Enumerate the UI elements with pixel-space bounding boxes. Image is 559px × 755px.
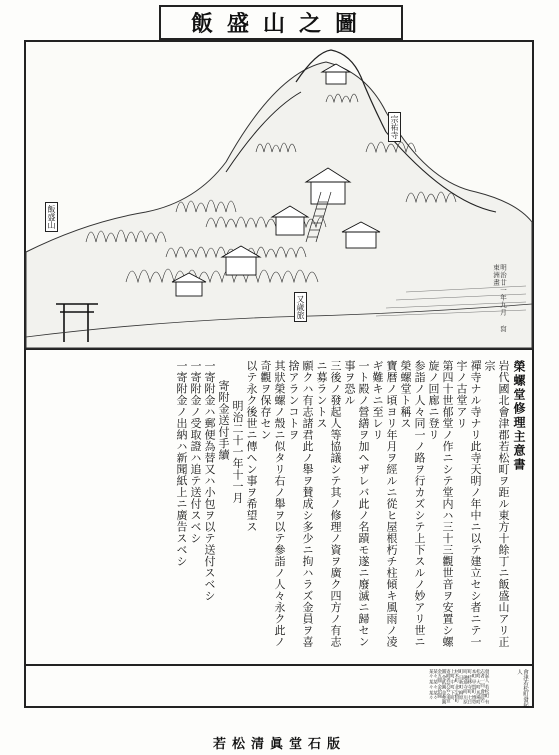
body-line: 一寄附金ノ受取證ハ追テ送付スベシ — [189, 360, 202, 544]
page-title: 飯盛山之圖 — [159, 5, 403, 40]
body-line: 参詣ノ人々同一ノ路ヲ行カズシテ上下スルノ妙アリ世ニ榮螺堂ト稱ス — [399, 360, 426, 648]
sign-iimoriyama: 飯盛山 — [45, 202, 58, 232]
body-line: 以テ永ク後世ニ傳ヘン事ヲ希望ス — [245, 360, 258, 533]
body-line: 一寄附金ハ郵便為替又ハ小包ヲ以テ送付スベシ — [203, 360, 216, 602]
body-line: 第四十世郁堂ノ作ニシテ堂内ハ三十三觀世音ヲ安置シ螺旋ノ回廊ニ登リ — [427, 360, 454, 648]
contributor-strip — [26, 664, 532, 708]
body-line: 願クハ有志諸君此ノ舉ヲ賛成シ多少ニ拘ハラズ金員ヲ喜捨アランコトヲ — [287, 360, 314, 648]
mountain-drawing — [26, 42, 532, 348]
body-line: 一寄附金ノ出納ハ新聞紙上ニ廣告スベシ — [175, 360, 188, 567]
artist-caption: 明治廿一年九月 寫 東洲畫 — [492, 264, 507, 333]
body-line: 岩代國北會津郡若松町ヲ距ル東方十餘丁ニ飯盛山アリ正宗 — [483, 360, 510, 648]
body-line: 禪寺ナル寺ナリ此寺天明ノ年中ニ以テ建立セシ者ニテ一宇ノ古堂アリ — [455, 360, 482, 648]
contributor-side-label: 會津若松町發起人 — [516, 669, 528, 708]
body-line: 一ト殿ノ營繕ヲ加ヘザレバ此ノ名蹟モ遂ニ廢滅ニ歸セン事ヲ恐ル — [343, 360, 370, 648]
appeal-text — [30, 352, 530, 662]
appeal-heading: 榮螺堂修理主意書 — [512, 360, 526, 472]
publisher-footer: 若松清眞堂石版 — [212, 737, 346, 752]
body-line: 其狀榮螺ノ殼ニ似タリ右ノ舉ヲ以テ參詣ノ人々永ク此ノ奇觀ヲ保存セン — [259, 360, 286, 648]
body-line: 三後ノ發起人等協議シテ其ノ修理ノ資ヲ廣ク四方ノ有志ニ募ラントス — [315, 360, 342, 648]
sign-temple: 宗祐寺 — [388, 112, 401, 142]
body-line: 寶暦ノ頃ヨリ年月ヲ經ルニ從ヒ屋根朽チ柱傾キ風雨ノ凌ギ難キニ至レリ — [371, 360, 398, 648]
sign-gate: 又歳旅 — [294, 292, 307, 322]
body-date: 明治二十一年十一月 — [231, 400, 244, 504]
mountain-illustration — [26, 42, 532, 350]
body-subheading: 寄附金送付手續 — [217, 380, 230, 461]
contributor-list: 發起人 若松町 有志者一同 會津若松町 大町 馬場町 本町 甲賀町 博勞町 桂林寺町 七日町 融通寺町 川原町 日新町 柳原 材木町 北小路町 上町 中町 下町 寄附者芳名 金壹圓 金貳圓 金參圓 金五圓 金拾圓 某々 某々 某々 某々 某々 某々 — [428, 669, 489, 705]
appeal-body — [40, 360, 510, 656]
